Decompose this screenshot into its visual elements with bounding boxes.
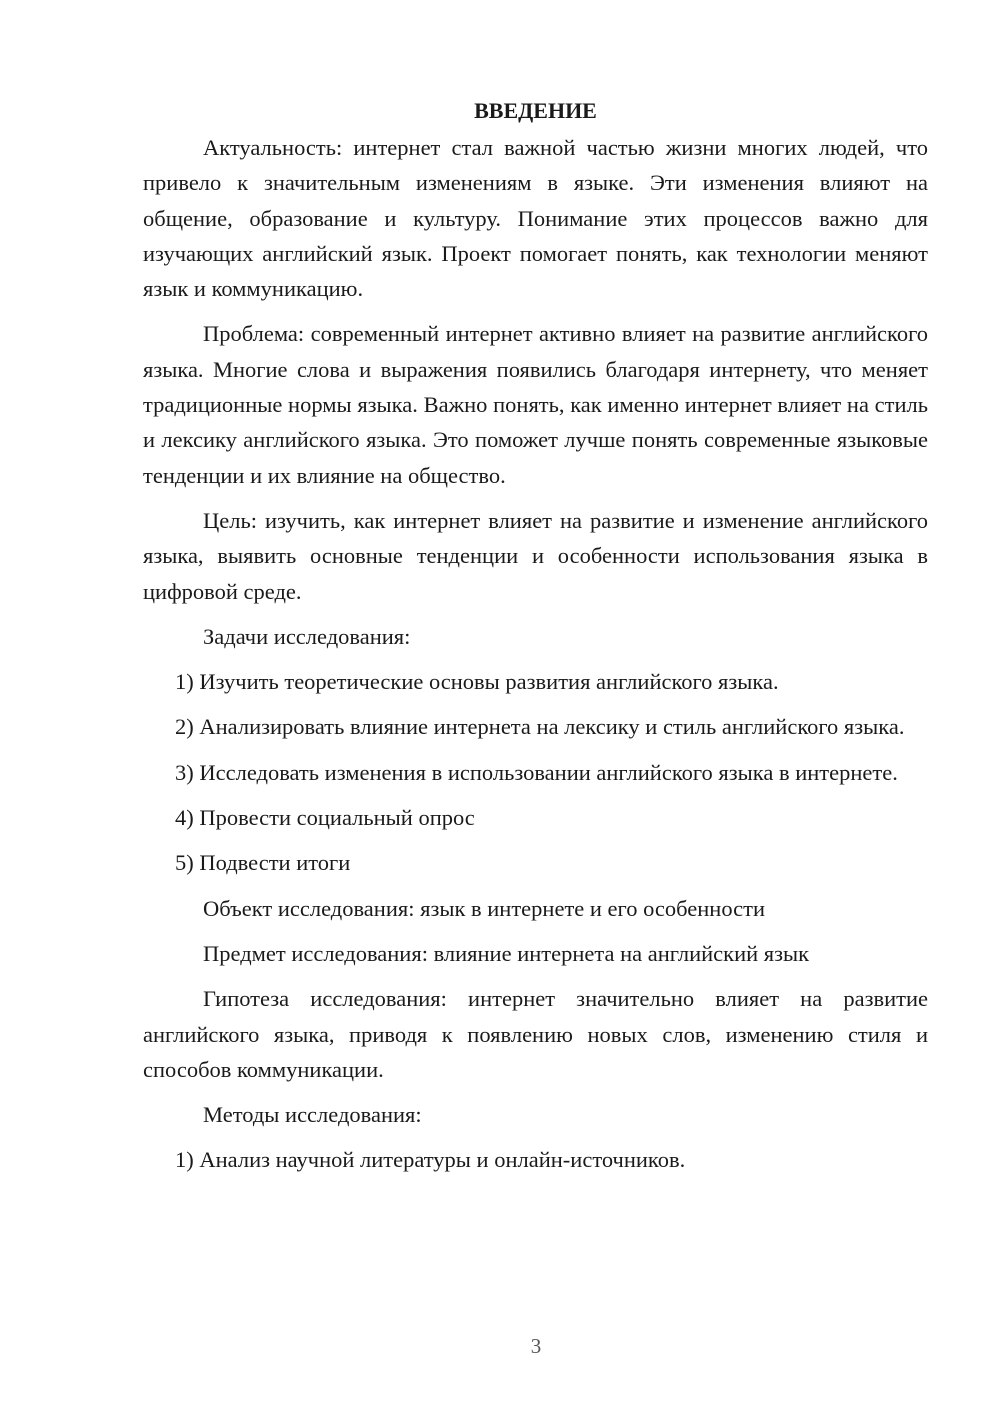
paragraph-subject: Предмет исследования: влияние интернета на английский язык bbox=[203, 940, 810, 966]
method-item-1: 1) Анализ научной литературы и онлайн-источников. bbox=[175, 1147, 686, 1173]
page-number: 3 bbox=[530, 1334, 542, 1358]
task-item-2: 2) Анализировать влияние интернета на лексику и стиль английского языка. bbox=[175, 714, 905, 740]
paragraph-problem: Проблема: современный интернет активно влияет на развитие английского языка. Многие слова и выражения появились благодаря интернету, что меняет традиционные нормы языка. Важно понять, как именно интернет влияет на стиль и лексику английского языка. Это поможет лучше понять современные языковые тенденции и их влияние на общество. bbox=[143, 321, 928, 488]
task-item-1: 1) Изучить теоретические основы развития английского языка. bbox=[175, 669, 779, 695]
paragraph-relevance: Актуальность: интернет стал важной частью жизни многих людей, что привело к значительным изменениям в языке. Эти изменения влияют на общение, образование и культуру. Понимание этих процессов важно для изучающих английский язык. Проект помогает понять, как технологии меняют язык и коммуникацию. bbox=[143, 135, 928, 302]
paragraph-goal: Цель: изучить, как интернет влияет на развитие и изменение английского языка, выявить основные тенденции и особенности использования языка в цифровой среде. bbox=[143, 507, 928, 604]
methods-heading: Методы исследования: bbox=[203, 1102, 422, 1128]
paragraph-object: Объект исследования: язык в интернете и его особенности bbox=[203, 895, 766, 921]
paragraph-hypothesis: Гипотеза исследования: интернет значительно влияет на развитие английского языка, приводя к появлению новых слов, изменению стиля и способов коммуникации. bbox=[143, 986, 928, 1082]
tasks-heading: Задачи исследования: bbox=[203, 623, 411, 649]
page-content bbox=[143, 96, 928, 1188]
page-title: ВВЕДЕНИЕ bbox=[474, 98, 597, 123]
task-item-5: 5) Подвести итоги bbox=[175, 850, 351, 876]
task-item-4: 4) Провести социальный опрос bbox=[175, 805, 475, 831]
task-item-3: 3) Исследовать изменения в использовании английского языка в интернете. bbox=[175, 759, 898, 785]
